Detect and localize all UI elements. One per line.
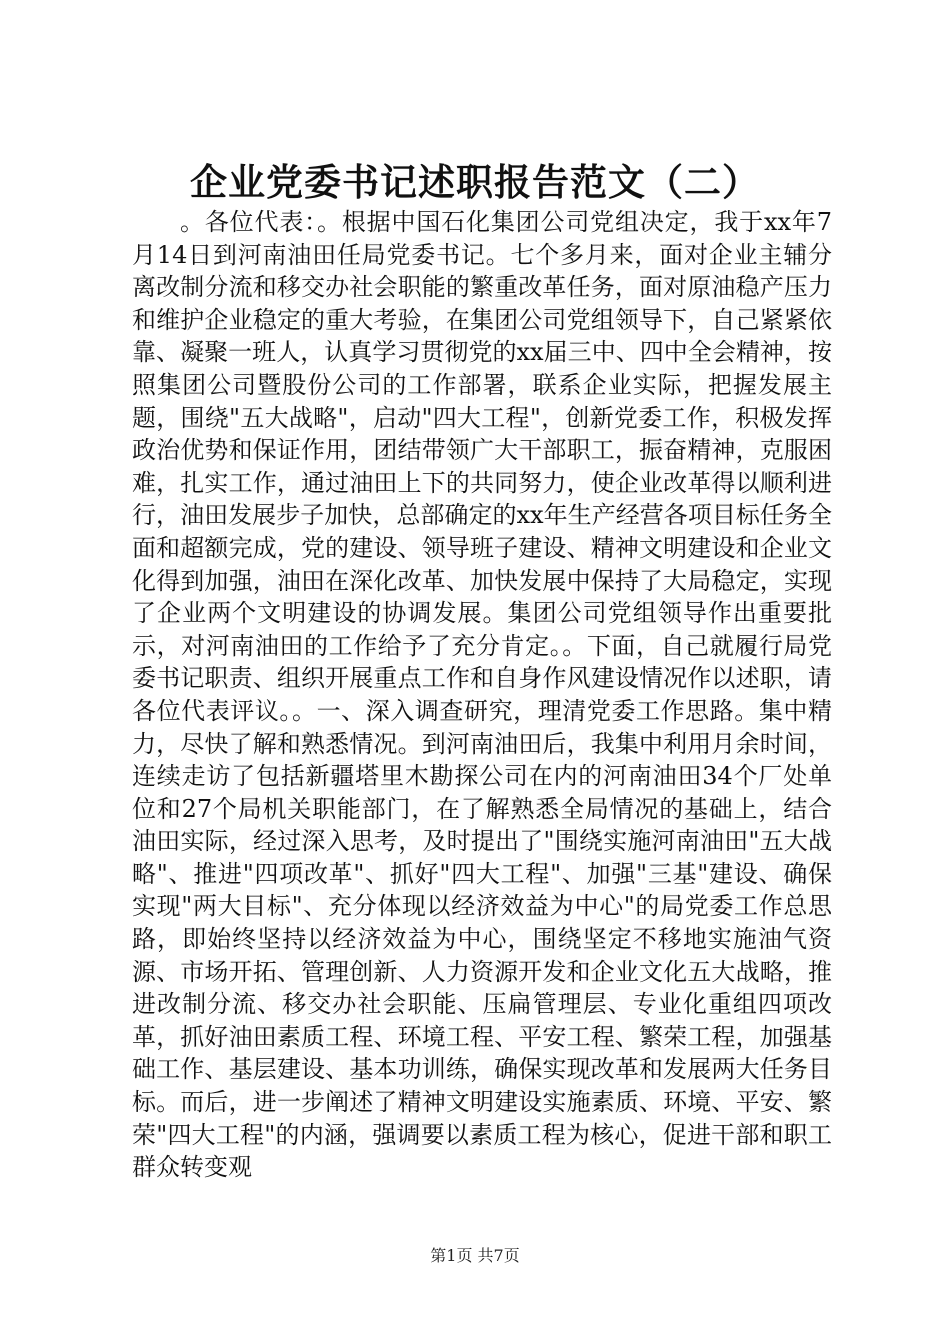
- page-number-footer: 第1页 共7页: [430, 1246, 520, 1265]
- document-title: 企业党委书记述职报告范文（二）: [190, 160, 760, 204]
- document-body-paragraph: 。各位代表：。根据中国石化集团公司党组决定，我于xx年7月14日到河南油田任局党委书记。七个多月来，面对企业主辅分离改制分流和移交办社会职能的繁重改革任务，面对原油稳产压力和维护企业稳定的重大考验，在集团公司党组领导下，自己紧紧依靠、凝聚一班人，认真学习贯彻党的xx届三中、四中全会精神，按照集团公司暨股份公司的工作部署，联系企业实际，把握发展主题，围绕"五大战略"，启动"四大工程"，创新党委工作，积极发挥政治优势和保证作用，团结带领广大干部职工，振奋精神，克服困难，扎实工作，通过油田上下的共同努力，使企业改革得以顺利进行，油田发展步子加快，总部确定的xx年生产经营各项目标任务全面和超额完成，党的建设、领导班子建设、精神文明建设和企业文化得到加强，油田在深化改革、加快发展中保持了大局稳定，实现了企业两个文明建设的协调发展。集团公司党组领导作出重要批示，对河南油田的工作给予了充分肯定。。下面，自己就履行局党委书记职责、组织开展重点工作和自身作风建设情况作以述职，请各位代表评议。。一、深入调查研究，理清党委工作思路。集中精力，尽快了解和熟悉情况。到河南油田后，我集中利用月余时间，连续走访了包括新疆塔里木勘探公司在内的河南油田34个厂处单位和27个局机关职能部门，在了解熟悉全局情况的基础上，结合油田实际，经过深入思考，及时提出了"围绕实施河南油田"五大战略"、推进"四项改革"、抓好"四大工程"、加强"三基"建设、确保实现"两大目标"、充分体现以经济效益为中心"的局党委工作总思路，即始终坚持以经济效益为中心，围绕坚定不移地实施油气资源、市场开拓、管理创新、人力资源开发和企业文化五大战略，推进改制分流、移交办社会职能、压扁管理层、专业化重组四项改革，抓好油田素质工程、环境工程、平安工程、繁荣工程，加强基础工作、基层建设、基本功训练，确保实现改革和发展两大任务目标。而后，进一步阐述了精神文明建设实施素质、环境、平安、繁荣"四大工程"的内涵，强调要以素质工程为核心，促进干部和职工群众转变观: [132, 208, 832, 1182]
